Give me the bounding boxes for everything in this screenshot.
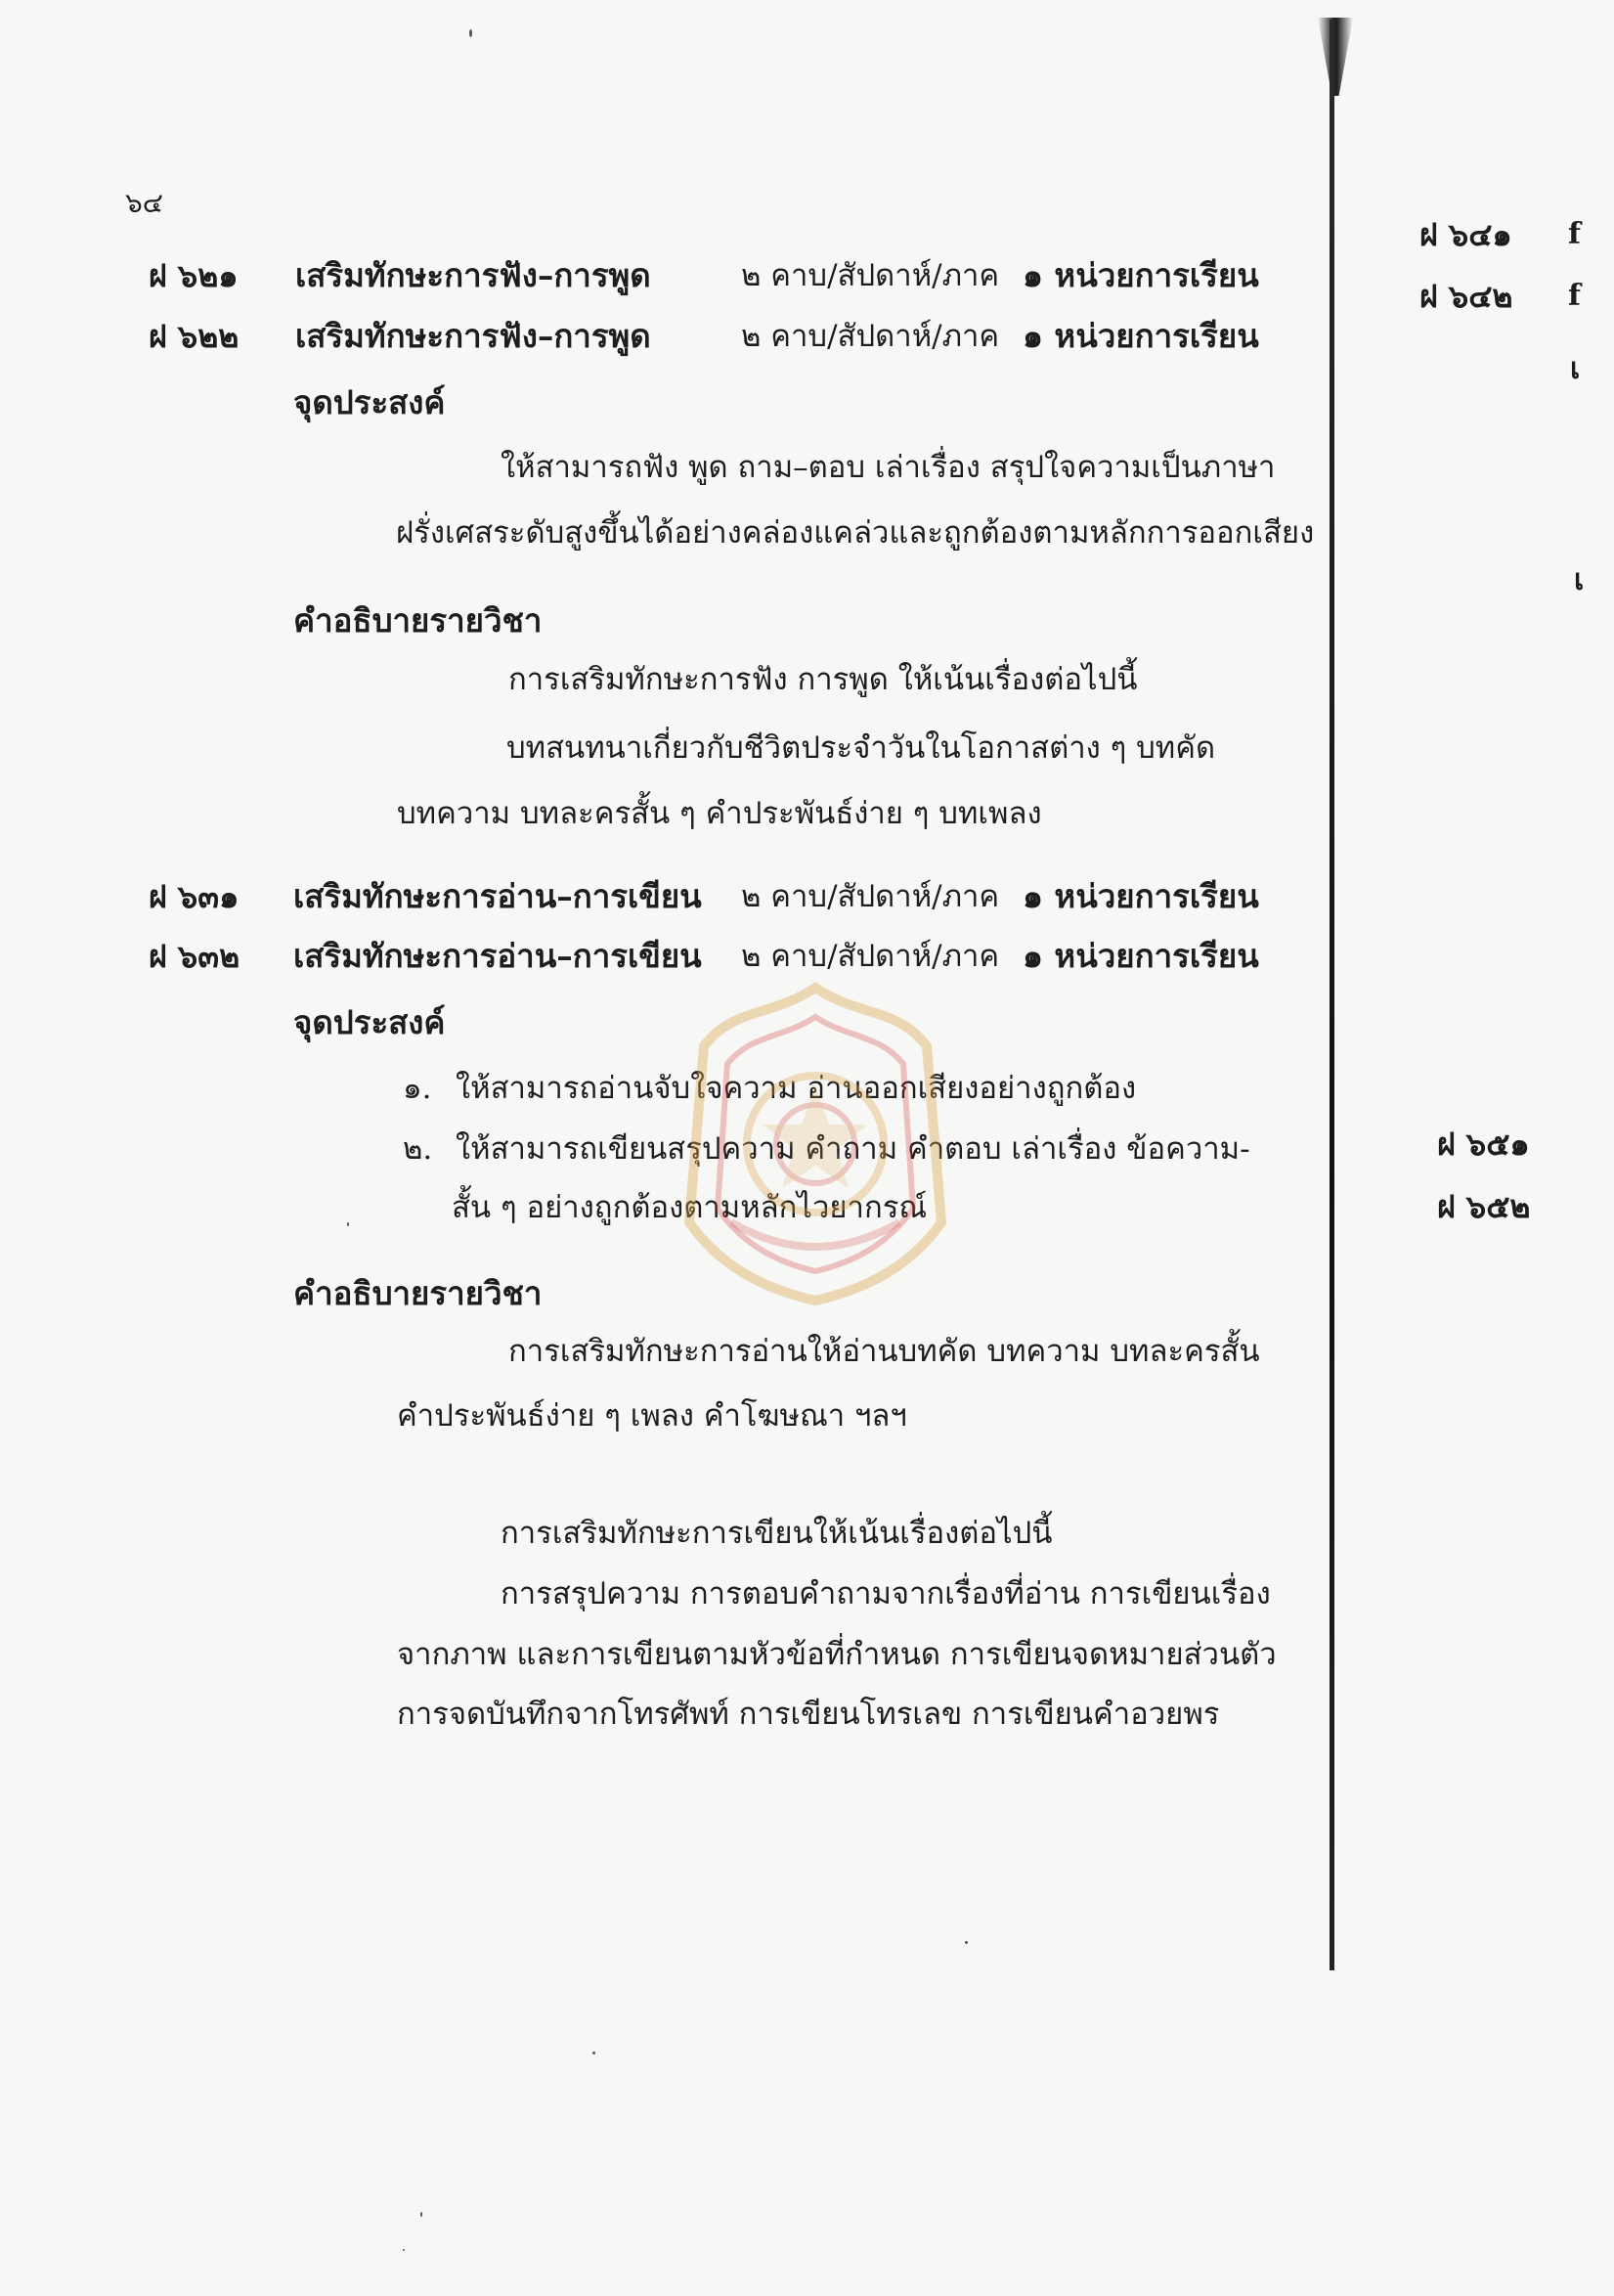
objective-line: ให้สามารถฟัง พูด ถาม–ตอบ เล่าเรื่อง สรุปใจความเป็นภาษา xyxy=(501,450,1276,485)
course-hours: ๒ คาบ/สัปดาห์/ภาค xyxy=(741,258,1000,293)
course-hours: ๒ คาบ/สัปดาห์/ภาค xyxy=(741,319,1000,354)
description-line: บทความ บทละครสั้น ๆ คำประพันธ์ง่าย ๆ บทเพลง xyxy=(397,796,1042,831)
objective-item: ให้สามารถอ่านจับใจความ อ่านออกเสียงอย่างถูกต้อง xyxy=(456,1071,1137,1106)
description-line: การเสริมทักษะการฟัง การพูด ให้เน้นเรื่องต่อไปนี้ xyxy=(508,662,1138,697)
page-divider-line xyxy=(1330,20,1334,1970)
objective-item: ให้สามารถเขียนสรุปความ คำถาม คำตอบ เล่าเรื่อง ข้อความ- xyxy=(456,1131,1250,1167)
course-title: เสริมทักษะการอ่าน–การเขียน xyxy=(293,937,702,975)
scan-speck xyxy=(469,29,472,37)
course-code: ฝ ๖๒๒ xyxy=(149,318,240,355)
writing-line: การเสริมทักษะการเขียนให้เน้นเรื่องต่อไปนี้ xyxy=(501,1516,1053,1551)
writing-line: การสรุปความ การตอบคำถามจากเรื่องที่อ่าน การเขียนเรื่อง xyxy=(501,1576,1271,1612)
objective-item-continuation: สั้น ๆ อย่างถูกต้องตามหลักไวยากรณ์ xyxy=(452,1190,928,1225)
description-heading: คำอธิบายรายวิชา xyxy=(293,601,543,640)
course-title: เสริมทักษะการฟัง–การพูด xyxy=(295,256,651,294)
objective-heading: จุดประสงค์ xyxy=(293,1003,446,1041)
course-title: เสริมทักษะการอ่าน–การเขียน xyxy=(293,877,702,915)
objective-number: ๒. xyxy=(403,1131,433,1167)
scan-speck xyxy=(965,1941,968,1944)
writing-line: จากภาพ และการเขียนตามหัวข้อที่กำหนด การเขียนจดหมายส่วนตัว xyxy=(397,1637,1277,1672)
course-credits: ๑ หน่วยการเรียน xyxy=(1023,877,1259,915)
scan-speck xyxy=(420,2212,422,2217)
margin-course-code: ฝ ๖๕๒ xyxy=(1437,1188,1531,1225)
margin-course-code: ฝ ๖๔๑ xyxy=(1419,216,1512,253)
scan-speck xyxy=(347,1222,349,1226)
description-line: คำประพันธ์ง่าย ๆ เพลง คำโฆษณา ฯลฯ xyxy=(397,1398,907,1434)
course-code: ฝ ๖๒๑ xyxy=(149,257,239,294)
course-hours: ๒ คาบ/สัปดาห์/ภาค xyxy=(741,879,1000,914)
description-heading: คำอธิบายรายวิชา xyxy=(293,1274,543,1312)
course-credits: ๑ หน่วยการเรียน xyxy=(1023,256,1259,294)
course-credits: ๑ หน่วยการเรียน xyxy=(1023,937,1259,975)
margin-course-code: ฝ ๖๕๑ xyxy=(1437,1126,1530,1163)
scan-speck xyxy=(592,2052,595,2054)
course-credits: ๑ หน่วยการเรียน xyxy=(1023,317,1259,355)
page-number: ๖๔ xyxy=(125,187,163,219)
emblem-watermark xyxy=(673,978,958,1310)
edge-mark: f xyxy=(1568,217,1581,251)
margin-course-code: ฝ ๖๔๒ xyxy=(1419,278,1513,315)
course-hours: ๒ คาบ/สัปดาห์/ภาค xyxy=(741,939,1000,974)
scan-speck xyxy=(403,2249,405,2251)
edge-mark: เ xyxy=(1574,563,1585,597)
objective-line: ฝรั่งเศสระดับสูงขึ้นได้อย่างคล่องแคล่วและถูกต้องตามหลักการออกเสียง xyxy=(396,515,1315,551)
objective-heading: จุดประสงค์ xyxy=(293,383,446,421)
edge-mark: f xyxy=(1568,279,1581,313)
course-title: เสริมทักษะการฟัง–การพูด xyxy=(295,317,651,355)
page-fold-shadow xyxy=(1318,18,1353,96)
writing-line: การจดบันทึกจากโทรศัพท์ การเขียนโทรเลข การเขียนคำอวยพร xyxy=(397,1697,1220,1732)
description-line: การเสริมทักษะการอ่านให้อ่านบทคัด บทความ บทละครสั้น xyxy=(508,1334,1260,1369)
course-code: ฝ ๖๓๑ xyxy=(149,878,240,915)
course-code: ฝ ๖๓๒ xyxy=(149,938,240,975)
description-line: บทสนทนาเกี่ยวกับชีวิตประจำวันในโอกาสต่าง ๆ บทคัด xyxy=(506,730,1216,766)
edge-mark: เ xyxy=(1570,352,1581,386)
objective-number: ๑. xyxy=(403,1071,432,1106)
